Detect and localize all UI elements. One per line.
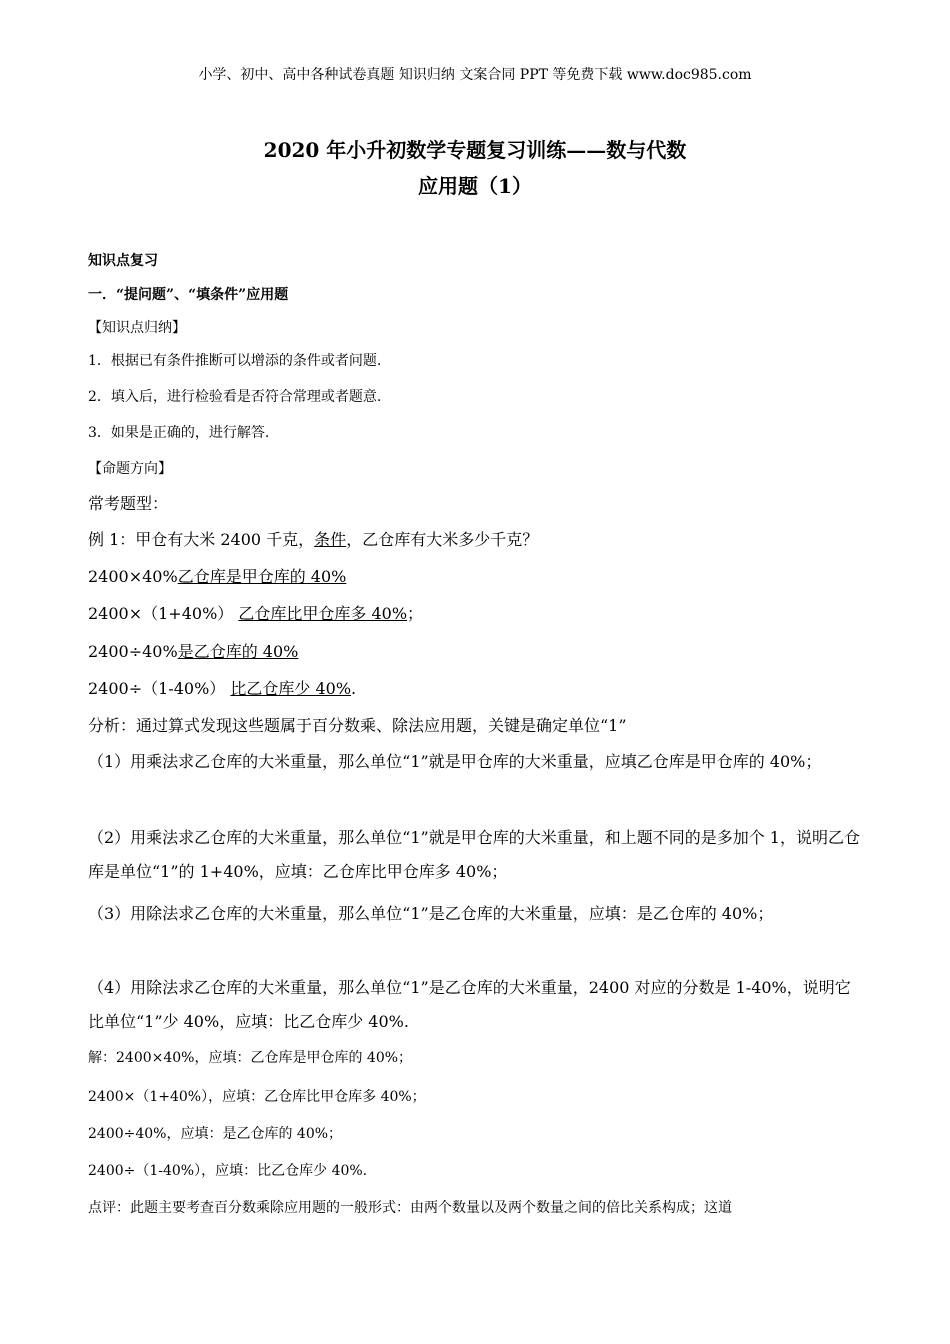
example-prefix: 例 1：甲仓有大米 2400 千克， xyxy=(88,530,315,549)
formula-expr: 2400×（1+40%） xyxy=(88,604,234,623)
solution-line: 2400÷（1-40%），应填：比乙仓库少 40%. xyxy=(88,1163,368,1179)
document-title: 2020 年小升初数学专题复习训练——数与代数 xyxy=(263,138,687,162)
formula-expr: 2400÷（1-40%） xyxy=(88,679,226,698)
common-types: 常考题型： xyxy=(88,494,169,513)
solution-line: 2400×（1+40%），应填：乙仓库比甲仓库多 40%； xyxy=(88,1089,426,1105)
knowledge-item: 2．填入后，进行检验看是否符合常理或者题意. xyxy=(88,389,382,405)
knowledge-item: 3．如果是正确的，进行解答. xyxy=(88,425,270,441)
formula-underlined: 比乙仓库少 40% xyxy=(230,679,352,698)
page-header: 小学、初中、高中各种试卷真题 知识归纳 文案合同 PPT 等免费下载 www.doc985.com xyxy=(198,67,752,83)
formula-tail: . xyxy=(351,679,357,698)
formula-underlined: 乙仓库比甲仓库多 40% xyxy=(238,604,408,623)
formula-underlined: 乙仓库是甲仓库的 40% xyxy=(177,567,347,586)
section-heading: 一．“提问题”、“填条件”应用题 xyxy=(88,287,289,303)
knowledge-item: 1．根据已有条件推断可以增添的条件或者问题. xyxy=(88,353,382,369)
section-label: 知识点复习 xyxy=(88,253,158,269)
example-suffix: ，乙仓库有大米多少千克？ xyxy=(346,530,539,549)
formula-underlined: 是乙仓库的 40% xyxy=(177,642,299,661)
analysis-item: （2）用乘法求乙仓库的大米重量，那么单位“1”就是甲仓库的大米重量，和上题不同的是多加个 1，说明乙仓库是单位“1”的 1+40%，应填：乙仓库比甲仓库多 40%； xyxy=(88,828,860,881)
formula-expr: 2400÷40% xyxy=(88,642,178,661)
document-subtitle: 应用题（1） xyxy=(418,174,532,198)
analysis-item: （4）用除法求乙仓库的大米重量，那么单位“1”是乙仓库的大米重量，2400 对应的分数是 1-40%，说明它比单位“1”少 40%，应填：比乙仓库少 40%. xyxy=(88,978,851,1031)
formula-line xyxy=(88,676,356,699)
example-1 xyxy=(88,527,538,550)
formula-expr: 2400×40% xyxy=(88,567,178,586)
example-underlined: 条件 xyxy=(314,530,347,549)
formula-tail: ； xyxy=(407,604,424,623)
formula-line xyxy=(88,564,346,587)
direction-label: 【命题方向】 xyxy=(88,461,172,477)
formula-line xyxy=(88,639,298,662)
comment-line: 点评：此题主要考查百分数乘除应用题的一般形式：由两个数量以及两个数量之间的倍比关系构成；这道 xyxy=(88,1200,732,1216)
knowledge-label: 【知识点归纳】 xyxy=(88,320,186,336)
analysis-item: （1）用乘法求乙仓库的大米重量，那么单位“1”就是甲仓库的大米重量，应填乙仓库是甲仓库的 40%； xyxy=(88,752,822,771)
solution-line: 解：2400×40%，应填：乙仓库是甲仓库的 40%； xyxy=(88,1050,413,1066)
analysis-item: （3）用除法求乙仓库的大米重量，那么单位“1”是乙仓库的大米重量，应填：是乙仓库的 40%； xyxy=(88,904,774,923)
formula-line xyxy=(88,601,423,624)
analysis-intro: 分析：通过算式发现这些题属于百分数乘、除法应用题，关键是确定单位“1” xyxy=(88,716,627,735)
solution-line: 2400÷40%，应填：是乙仓库的 40%； xyxy=(88,1126,343,1142)
